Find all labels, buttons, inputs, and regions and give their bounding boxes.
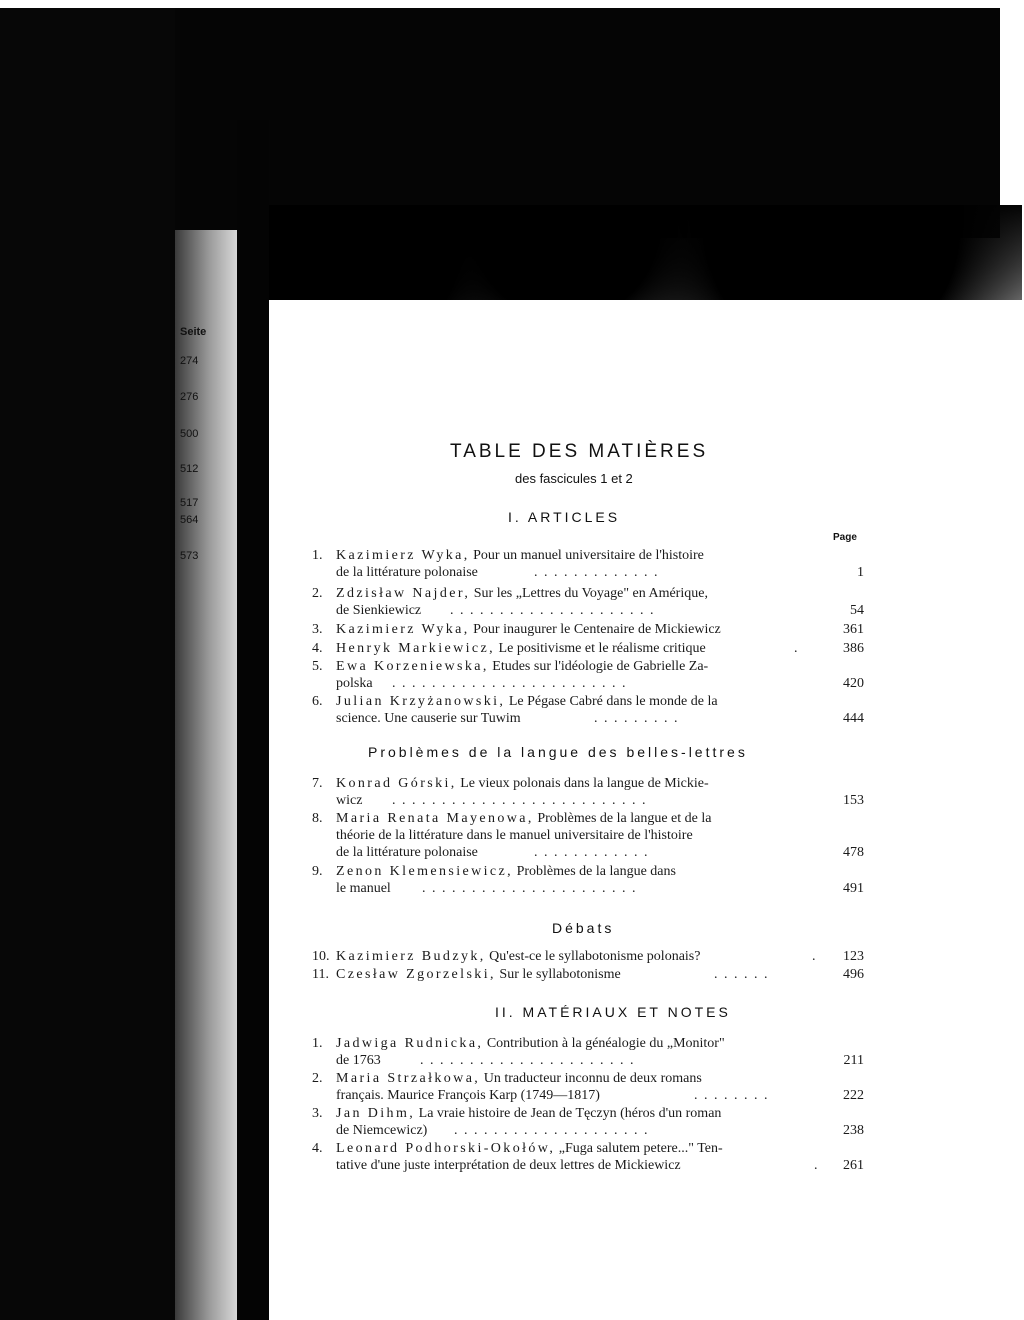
scan-speckle-noise bbox=[262, 205, 1022, 315]
entry-author: Jan Dihm, bbox=[336, 1106, 416, 1121]
entry-number: 4. bbox=[312, 641, 323, 656]
entry-number: 6. bbox=[312, 694, 323, 709]
toc-entry: 5. Ewa Korzeniewska, Etudes sur l'idéologie de Gabrielle Za- polska ........................ 420 bbox=[312, 659, 864, 691]
entry-number: 9. bbox=[312, 864, 323, 879]
margin-number: 517 bbox=[180, 497, 199, 509]
toc-entry: 2. Maria Strzałkowa, Un traducteur inconnu de deux romans français. Maurice François Karp (1749—1817) ........ 222 bbox=[312, 1071, 864, 1103]
entry-author: Henryk Markiewicz, bbox=[336, 641, 496, 656]
entry-page: 478 bbox=[843, 845, 864, 860]
entry-author: Konrad Górski, bbox=[336, 776, 457, 791]
entry-title: Un traducteur inconnu de deux romans bbox=[483, 1071, 702, 1086]
entry-title: Qu'est-ce le syllabotonisme polonais? bbox=[489, 949, 701, 964]
entry-title-cont: science. Une causerie sur Tuwim bbox=[336, 711, 521, 726]
entry-number: 7. bbox=[312, 776, 323, 791]
toc-entry: 1. Kazimierz Wyka, Pour un manuel universitaire de l'histoire de la littérature polonaise ............. 1 bbox=[312, 548, 864, 580]
section-heading-debats: Débats bbox=[552, 920, 615, 936]
margin-number: 573 bbox=[180, 550, 199, 562]
margin-number: 512 bbox=[180, 463, 199, 475]
toc-entry: 3. Jan Dihm, La vraie histoire de Jean de Tęczyn (héros d'un roman de Niemcewicz) .................... 238 bbox=[312, 1106, 864, 1138]
page-title: TABLE DES MATIÈRES bbox=[450, 441, 709, 462]
entry-title-cont: le manuel bbox=[336, 881, 391, 896]
entry-title-cont: de la littérature polonaise bbox=[336, 565, 478, 580]
entry-page: 386 bbox=[843, 641, 864, 656]
entry-page: 153 bbox=[843, 793, 864, 808]
page-column-label: Page bbox=[833, 532, 857, 543]
entry-author: Zenon Klemensiewicz, bbox=[336, 864, 514, 879]
entry-title: „Fuga salutem petere..." Ten- bbox=[558, 1141, 723, 1156]
entry-title: Le positivisme et le réalisme critique bbox=[498, 641, 706, 656]
toc-entry: 6. Julian Krzyżanowski, Le Pégase Cabré dans le monde de la science. Une causerie sur Tuwim ......... 444 bbox=[312, 694, 864, 726]
entry-title: Etudes sur l'idéologie de Gabrielle Za- bbox=[492, 659, 709, 674]
entry-number: 2. bbox=[312, 1071, 323, 1086]
page-subtitle: des fascicules 1 et 2 bbox=[515, 471, 633, 486]
entry-title-cont: français. Maurice François Karp (1749—1817) bbox=[336, 1088, 600, 1103]
entry-author: Czesław Zgorzelski, bbox=[336, 967, 496, 982]
entry-author: Maria Strzałkowa, bbox=[336, 1071, 481, 1086]
section-heading-materiaux: II. MATÉRIAUX ET NOTES bbox=[495, 1004, 731, 1020]
entry-title: La vraie histoire de Jean de Tęczyn (héros d'un roman bbox=[418, 1106, 722, 1121]
entry-number: 1. bbox=[312, 548, 323, 563]
section-heading-problemes: Problèmes de la langue des belles-lettres bbox=[368, 744, 748, 760]
entry-page: 496 bbox=[843, 967, 864, 982]
entry-title: Sur les „Lettres du Voyage" en Amérique, bbox=[473, 586, 708, 601]
margin-number: 564 bbox=[180, 514, 199, 526]
entry-author: Ewa Korzeniewska, bbox=[336, 659, 489, 674]
entry-page: 211 bbox=[843, 1053, 864, 1068]
toc-entry: 2. Zdzisław Najder, Sur les „Lettres du Voyage" en Amérique, de Sienkiewicz ..................... 54 bbox=[312, 586, 864, 618]
entry-title: Le vieux polonais dans la langue de Mickie- bbox=[460, 776, 709, 791]
entry-page: 444 bbox=[843, 711, 864, 726]
entry-number: 2. bbox=[312, 586, 323, 601]
entry-title-cont: de la littérature polonaise bbox=[336, 845, 478, 860]
entry-title: Problèmes de la langue dans bbox=[516, 864, 676, 879]
entry-page: 222 bbox=[843, 1088, 864, 1103]
entry-page: 123 bbox=[843, 949, 864, 964]
entry-number: 3. bbox=[312, 1106, 323, 1121]
entry-title: Contribution à la généalogie du „Monitor" bbox=[486, 1036, 725, 1051]
entry-title: Problèmes de la langue et de la bbox=[537, 811, 712, 826]
margin-number: 274 bbox=[180, 355, 199, 367]
toc-entry: 10. Kazimierz Budzyk, Qu'est-ce le syllabotonisme polonais? . 123 bbox=[312, 949, 864, 964]
entry-title-cont: théorie de la littérature dans le manuel universitaire de l'histoire bbox=[336, 828, 693, 843]
toc-entry: 11. Czesław Zgorzelski, Sur le syllabotonisme ...... 496 bbox=[312, 967, 864, 982]
entry-number: 3. bbox=[312, 622, 323, 637]
entry-author: Jadwiga Rudnicka, bbox=[336, 1036, 484, 1051]
entry-author: Zdzisław Najder, bbox=[336, 586, 471, 601]
entry-page: 361 bbox=[843, 622, 864, 637]
entry-page: 491 bbox=[843, 881, 864, 896]
toc-entry: 1. Jadwiga Rudnicka, Contribution à la généalogie du „Monitor" de 1763 ...................... 211 bbox=[312, 1036, 864, 1068]
scan-dark-left bbox=[0, 8, 175, 1320]
toc-entry: 8. Maria Renata Mayenowa, Problèmes de la langue et de la théorie de la littérature dans le manuel universitaire de l'histoire de la littérature polonaise ............ 478 bbox=[312, 811, 864, 860]
entry-title-cont: tative d'une juste interprétation de deux lettres de Mickiewicz bbox=[336, 1158, 681, 1173]
entry-number: 11. bbox=[312, 967, 329, 982]
margin-number: 500 bbox=[180, 428, 199, 440]
entry-number: 10. bbox=[312, 949, 330, 964]
entry-author: Julian Krzyżanowski, bbox=[336, 694, 506, 709]
entry-page: 420 bbox=[843, 676, 864, 691]
entry-title-cont: de 1763 bbox=[336, 1053, 381, 1068]
entry-number: 8. bbox=[312, 811, 323, 826]
scan-top-margin bbox=[0, 0, 1024, 8]
entry-title: Le Pégase Cabré dans le monde de la bbox=[508, 694, 718, 709]
book-gutter-shadow bbox=[237, 120, 269, 1320]
toc-entry: 4. Henryk Markiewicz, Le positivisme et le réalisme critique . 386 bbox=[312, 641, 864, 656]
entry-number: 4. bbox=[312, 1141, 323, 1156]
margin-number: 276 bbox=[180, 391, 199, 403]
entry-title-cont: polska bbox=[336, 676, 373, 691]
entry-title: Pour un manuel universitaire de l'histoire bbox=[473, 548, 704, 563]
entry-page: 1 bbox=[857, 565, 864, 580]
entry-number: 1. bbox=[312, 1036, 323, 1051]
toc-entry: 7. Konrad Górski, Le vieux polonais dans la langue de Mickie- wicz .......................... 153 bbox=[312, 776, 864, 808]
entry-page: 54 bbox=[850, 603, 864, 618]
entry-page: 261 bbox=[843, 1158, 864, 1173]
entry-title-cont: de Sienkiewicz bbox=[336, 603, 422, 618]
entry-author: Kazimierz Wyka, bbox=[336, 548, 470, 563]
entry-page: 238 bbox=[843, 1123, 864, 1138]
margin-seite-label: Seite bbox=[180, 326, 207, 338]
toc-entry bbox=[312, 621, 864, 638]
entry-number: 5. bbox=[312, 659, 323, 674]
entry-title: Pour inaugurer le Centenaire de Mickiewicz bbox=[473, 622, 721, 637]
entry-author: Maria Renata Mayenowa, bbox=[336, 811, 534, 826]
entry-title: Sur le syllabotonisme bbox=[499, 967, 621, 982]
toc-entry: 9. Zenon Klemensiewicz, Problèmes de la langue dans le manuel ...................... 491 bbox=[312, 864, 864, 896]
entry-title-cont: wicz bbox=[336, 793, 363, 808]
entry-author: Kazimierz Budzyk, bbox=[336, 949, 486, 964]
entry-author: Leonard Podhorski-Okołów, bbox=[336, 1141, 556, 1156]
entry-title-cont: de Niemcewicz) bbox=[336, 1123, 428, 1138]
toc-entry: 4. Leonard Podhorski-Okołów, „Fuga salutem petere..." Ten- tative d'une juste interprétation de deux lettres de Mickiewicz . 261 bbox=[312, 1141, 864, 1173]
entry-author: Kazimierz Wyka, bbox=[336, 622, 470, 637]
section-heading-articles: I. ARTICLES bbox=[508, 509, 621, 525]
